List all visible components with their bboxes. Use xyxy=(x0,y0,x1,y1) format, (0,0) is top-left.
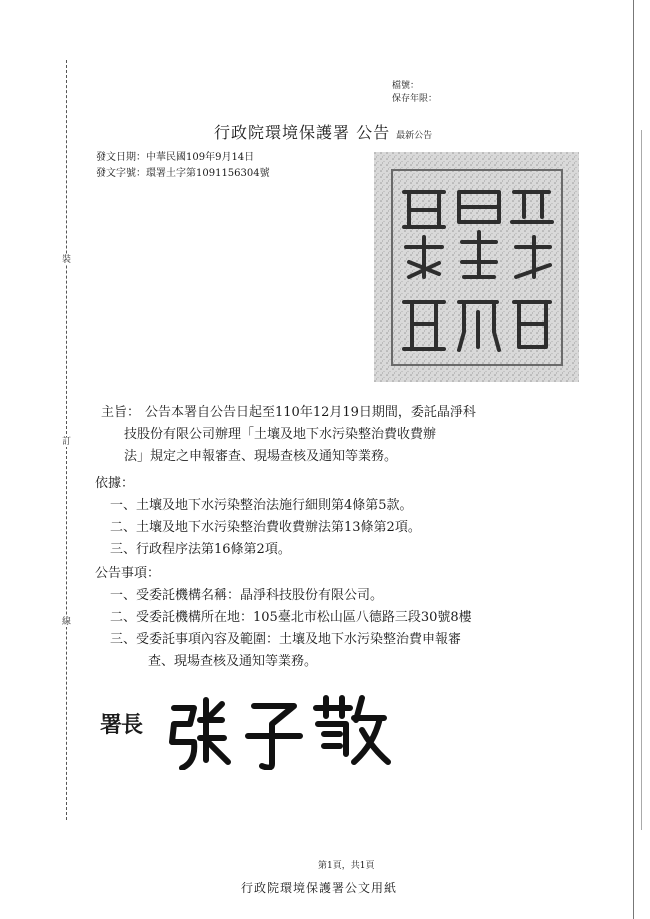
subject-text-1: 公告本署自公告日起至110年12月19日期間，委託晶淨科 xyxy=(145,405,476,420)
basis-item-1: 一、土壤及地下水污染整治法施行細則第4條第5款。 xyxy=(110,498,413,513)
notice-item-2: 二、受委託機構所在地：105臺北市松山區八德路三段30號8樓 xyxy=(110,610,472,625)
signature-title: 署長 xyxy=(100,712,143,738)
page-number: 第1頁，共1頁 xyxy=(318,861,375,871)
binding-mark-1: 裝 xyxy=(61,255,71,265)
notice-heading: 公告事項： xyxy=(95,566,161,581)
paper-name: 行政院環境保護署公文用紙 xyxy=(241,881,398,895)
basis-heading: 依據： xyxy=(95,476,135,491)
handwritten-signature-icon xyxy=(166,690,396,770)
scan-edge-line xyxy=(633,0,634,919)
title-main: 行政院環境保護署 公告 xyxy=(214,123,391,142)
subject-line-1 xyxy=(101,402,476,424)
basis-item-2: 二、土壤及地下水污染整治費收費辦法第13條第2項。 xyxy=(110,520,421,535)
issue-date: 發文日期：中華民國109年9月14日 xyxy=(96,152,255,163)
title-tag: 最新公告 xyxy=(396,131,433,141)
document-title xyxy=(214,120,432,143)
signature-block xyxy=(96,690,396,770)
binding-mark-2: 訂 xyxy=(61,437,71,447)
notice-item-3: 三、受委託事項內容及範圍：土壤及地下水污染整治費申報審 xyxy=(110,632,462,647)
subject-text-3: 法」規定之申報審查、現場查核及通知等業務。 xyxy=(124,449,398,464)
subject-label: 主旨： xyxy=(101,405,141,420)
issue-number: 發文字號：環署土字第1091156304號 xyxy=(96,168,270,179)
retention-label: 保存年限： xyxy=(392,94,438,104)
binding-mark-3: 線 xyxy=(61,617,71,627)
subject-text-2: 技股份有限公司辦理「土壤及地下水污染整治費收費辦 xyxy=(124,427,437,442)
file-number-label: 檔號： xyxy=(392,81,420,91)
basis-item-3: 三、行政程序法第16條第2項。 xyxy=(110,542,291,557)
file-meta xyxy=(392,80,437,106)
issue-info xyxy=(96,150,270,182)
official-seal-icon xyxy=(374,152,579,382)
notice-item-3-continuation: 查、現場查核及通知等業務。 xyxy=(148,654,318,669)
notice-item-1: 一、受委託機構名稱：晶淨科技股份有限公司。 xyxy=(110,588,384,603)
scan-edge-line-inner xyxy=(641,130,642,830)
